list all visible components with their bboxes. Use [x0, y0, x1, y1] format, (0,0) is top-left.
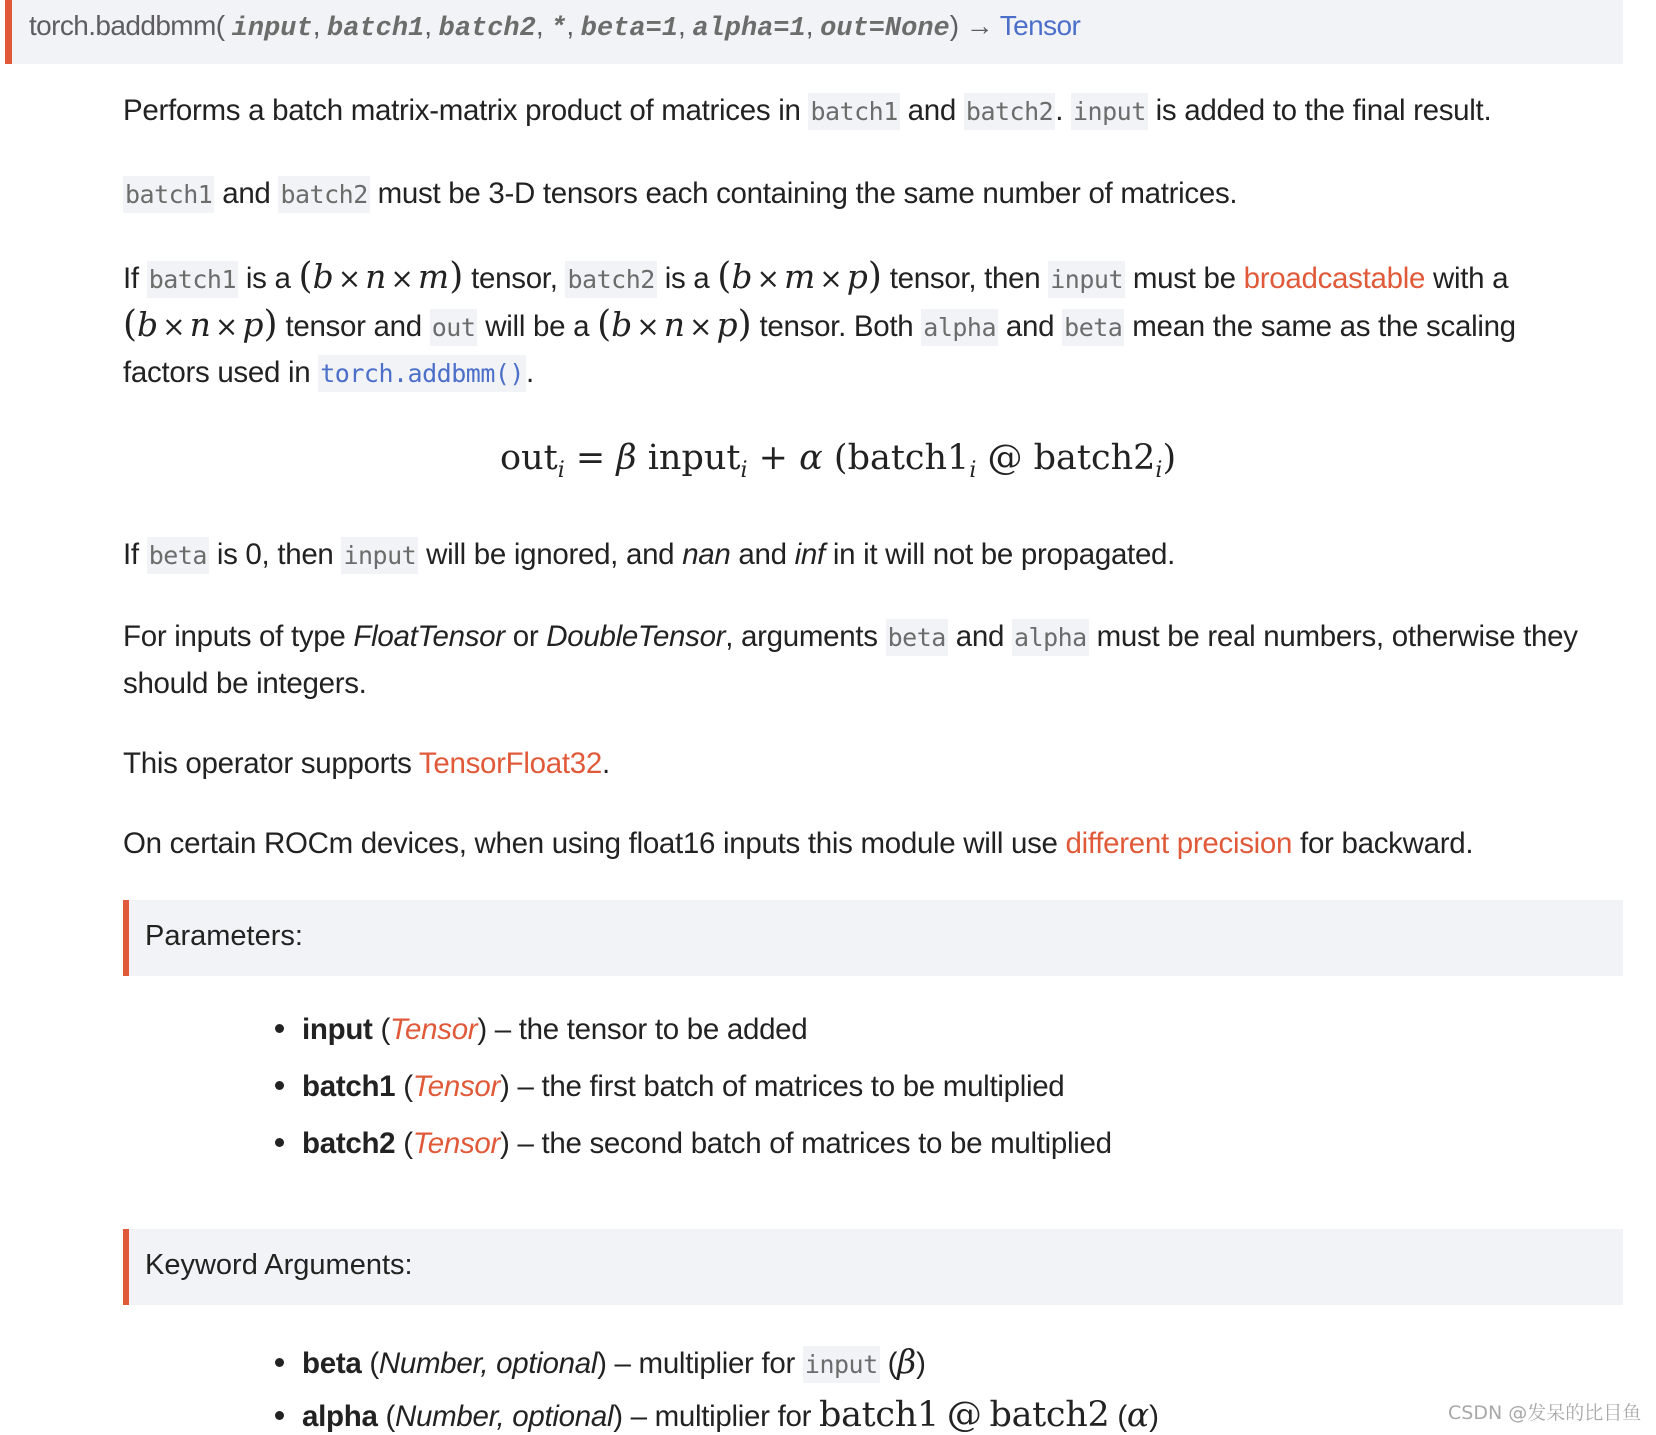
formula-rparen: )	[1162, 438, 1177, 478]
code-alpha: alpha	[1012, 619, 1089, 656]
text: For inputs of type	[123, 620, 354, 653]
param-desc: – the first batch of matrices to be multiplied	[509, 1070, 1065, 1103]
text: is a	[656, 262, 718, 295]
text: will be ignored, and	[418, 538, 683, 571]
subscript: i	[1155, 458, 1163, 483]
subscript: i	[557, 458, 565, 483]
torch-addbmm-link[interactable]: torch.addbmm()	[318, 355, 526, 392]
paragraph-input-types-line1	[123, 613, 1578, 661]
param-desc: – the second batch of matrices to be multiplied	[509, 1127, 1112, 1160]
param-name: batch2	[302, 1127, 396, 1160]
paragraph-shapes-line1	[123, 253, 1508, 303]
formula-at: @	[987, 438, 1023, 478]
code-alpha: alpha	[921, 309, 998, 346]
broadcastable-link[interactable]: broadcastable	[1243, 262, 1426, 295]
paragraph-rocm	[123, 820, 1473, 867]
signature-header	[5, 0, 1623, 64]
text: and	[730, 538, 795, 571]
italic-inf: inf	[794, 538, 825, 571]
math-batch2: batch2	[989, 1395, 1110, 1435]
math-batch1: batch1	[819, 1395, 939, 1435]
text: tensor,	[463, 262, 566, 295]
param-item: input (Tensor) – the tensor to be added	[275, 1013, 807, 1047]
open-paren: (	[215, 10, 225, 41]
text: If	[123, 262, 147, 295]
param-type-link[interactable]: Tensor	[412, 1070, 501, 1103]
text: , arguments	[725, 620, 886, 653]
kwarg-name: beta	[302, 1347, 362, 1380]
paragraph-beta-zero	[123, 531, 1175, 579]
formula-plus: +	[758, 438, 788, 478]
arg-batch2: batch2	[438, 14, 536, 44]
text: and	[998, 310, 1063, 343]
text: must be 3-D tensors each containing the same number of matrices.	[369, 177, 1238, 210]
math-at: @	[946, 1395, 982, 1435]
text: must be real numbers, otherwise they	[1088, 620, 1578, 653]
code-beta: beta	[886, 619, 948, 656]
formula-batch1: batch1	[847, 438, 970, 478]
arg-alpha: alpha=1	[692, 14, 806, 44]
formula-out: out	[500, 438, 558, 478]
arg-input: input	[231, 14, 313, 44]
text: On certain ROCm devices, when using float16 inputs this module will use	[123, 827, 1066, 860]
subscript: i	[740, 458, 748, 483]
function-signature: torch.baddbmm( input, batch1, batch2, *, beta=1, alpha=1, out=None) → Tensor	[29, 10, 1081, 44]
text: will be a	[477, 310, 598, 343]
code-input: input	[341, 537, 418, 574]
arg-out: out=None	[820, 14, 950, 44]
text: is 0, then	[208, 538, 342, 571]
paragraph-input-types-line2	[123, 660, 367, 707]
code-batch2: batch2	[964, 93, 1055, 130]
formula-lparen: (	[833, 438, 848, 478]
param-type-link[interactable]: Tensor	[412, 1127, 501, 1160]
paragraph-shape-requirement	[123, 170, 1237, 218]
kwarg-desc: – multiplier for	[622, 1400, 819, 1433]
kwarg-item: alpha (Number, optional) – multiplier for batch1 @ batch2 (α)	[275, 1395, 1159, 1435]
formula-eq: =	[575, 438, 606, 478]
italic-nan: nan	[682, 538, 731, 571]
paragraph-tf32	[123, 740, 610, 787]
param-name: batch1	[302, 1070, 396, 1103]
different-precision-link[interactable]: different precision	[1065, 827, 1293, 860]
return-type-link[interactable]: Tensor	[999, 10, 1081, 41]
keyword-args-header	[123, 1229, 1623, 1305]
text: with a	[1425, 262, 1509, 295]
parameters-header	[123, 900, 1623, 976]
code-batch1: batch1	[808, 93, 899, 130]
math-shape-bnp: (b × n × p)	[597, 304, 752, 345]
bullet-icon	[275, 1024, 284, 1033]
bullet-icon	[275, 1411, 284, 1420]
formula	[500, 438, 1176, 483]
text: should be integers.	[123, 667, 367, 700]
code-input: input	[1071, 93, 1148, 130]
code-batch1: batch1	[147, 261, 238, 298]
kwarg-type: Number, optional	[394, 1400, 614, 1433]
code-out: out	[430, 309, 478, 346]
kwarg-item: beta (Number, optional) – multiplier for input (β)	[275, 1342, 926, 1381]
param-desc: – the tensor to be added	[486, 1013, 808, 1046]
bullet-icon	[275, 1138, 284, 1147]
formula-beta: β	[616, 438, 637, 478]
math-shape-bmp: (b × m × p)	[717, 256, 882, 297]
paragraph-description	[123, 87, 1491, 135]
paragraph-shapes-line3	[123, 349, 534, 397]
text: .	[601, 747, 610, 780]
code-input: input	[1048, 261, 1125, 298]
kwarg-desc: – multiplier for	[606, 1347, 803, 1380]
code-batch1: batch1	[123, 176, 214, 213]
bullet-icon	[275, 1358, 284, 1367]
formula-alpha: α	[799, 438, 823, 478]
param-item: batch2 (Tensor) – the second batch of matrices to be multiplied	[275, 1127, 1112, 1161]
text: must be	[1125, 262, 1244, 295]
italic-doubletensor: DoubleTensor	[546, 620, 726, 653]
text: for backward.	[1292, 827, 1474, 860]
close-paren: )	[949, 10, 959, 41]
text: and	[947, 620, 1012, 653]
code-batch2: batch2	[565, 261, 656, 298]
text: If	[123, 538, 147, 571]
text: or	[504, 620, 547, 653]
text: tensor. Both	[751, 310, 922, 343]
text: in it will not be propagated.	[824, 538, 1176, 571]
arg-beta: beta=1	[580, 14, 678, 44]
code-beta: beta	[1062, 309, 1124, 346]
text: .	[525, 356, 534, 389]
arg-batch1: batch1	[327, 14, 425, 44]
text: .	[1055, 94, 1071, 127]
text: This operator supports	[123, 747, 419, 780]
kwarg-type: Number, optional	[378, 1347, 598, 1380]
math-beta: β	[897, 1342, 917, 1381]
text: is a	[238, 262, 299, 295]
formula-input: input	[647, 438, 741, 478]
code-beta: beta	[147, 537, 209, 574]
kwarg-name: alpha	[302, 1400, 378, 1433]
code-batch2: batch2	[278, 176, 369, 213]
param-type-link[interactable]: Tensor	[390, 1013, 478, 1046]
code-input: input	[803, 1346, 880, 1383]
math-shape-bnm: (b × n × m)	[298, 256, 464, 297]
parameters-label: Parameters:	[145, 920, 303, 952]
arrow-icon: →	[965, 10, 994, 41]
text: and	[899, 94, 964, 127]
tensorfloat32-link[interactable]: TensorFloat32	[418, 747, 602, 780]
text: mean the same as the scaling	[1124, 310, 1516, 343]
math-shape-bnp: (b × n × p)	[123, 304, 278, 345]
math-alpha: α	[1126, 1395, 1150, 1434]
keyword-args-label: Keyword Arguments:	[145, 1249, 413, 1281]
arg-star: *	[550, 14, 567, 44]
text: tensor, then	[881, 262, 1049, 295]
paragraph-shapes-line2	[123, 301, 1516, 351]
italic-floattensor: FloatTensor	[353, 620, 505, 653]
text: is added to the final result.	[1147, 94, 1492, 127]
text: tensor and	[277, 310, 430, 343]
param-item: batch1 (Tensor) – the first batch of matrices to be multiplied	[275, 1070, 1064, 1104]
formula-batch2: batch2	[1033, 438, 1156, 478]
text: Performs a batch matrix-matrix product of matrices in	[123, 94, 809, 127]
subscript: i	[969, 458, 977, 483]
function-name: torch.baddbmm	[29, 10, 216, 41]
watermark: CSDN @发呆的比目鱼	[1448, 1402, 1642, 1424]
text: factors used in	[123, 356, 319, 389]
bullet-icon	[275, 1081, 284, 1090]
text: and	[214, 177, 279, 210]
param-name: input	[302, 1013, 373, 1046]
